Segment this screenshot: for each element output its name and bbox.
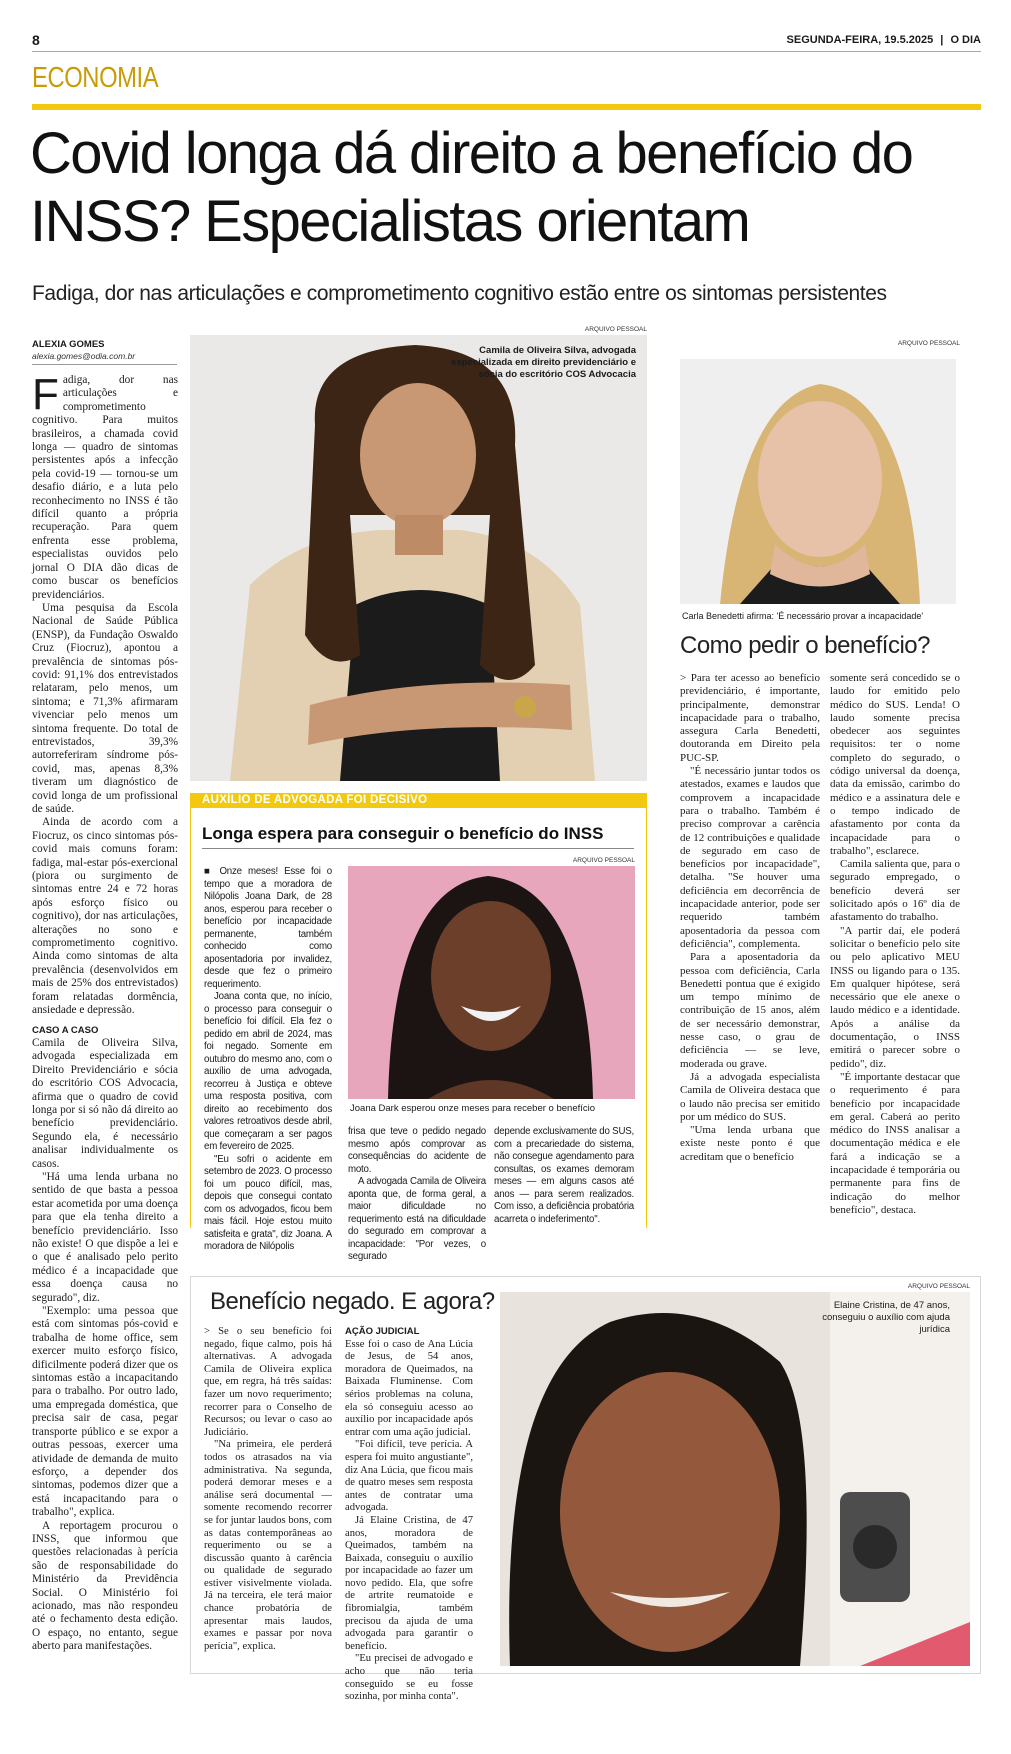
box-column-mid — [348, 1126, 486, 1264]
denied-paragraph: > Se o seu benefício foi negado, fique calmo, pois há alternativas. A advogada Camila de Oliveira explica que, em regra, há três saídas: fazer um novo requerimento; recorrer para o Conselho de Recursos; ou levar o caso ao Judiciário. — [204, 1326, 332, 1438]
box-paragraph: "Eu sofri o acidente em setembro de 2023. O processo foi um pouco difícil, mas, depois que consegui contato com os advogados, ficou bem mais fácil. Hoje estou muito satisfeita e grata", diz Joana. A moradora de Nilópolis — [204, 1153, 332, 1252]
drop-cap: F — [32, 370, 59, 419]
how-to-paragraph: Já a advogada especialista Camila de Oliveira destaca que o laudo não precisa ser emitido por um médico do SUS. — [680, 1070, 820, 1123]
box-column-left — [204, 866, 332, 1254]
article-paragraph: Ainda de acordo com a Fiocruz, os cinco sintomas pós-covid mais comuns foram: fadiga, mal-estar pós-exercional (piora ou surgimento de sintomas entre 24 e 72 horas após esforço físico ou cognitivo), dor nas articulações, alterações no sono e comprometimento cognitivo. Ainda como sintomas de alta prevalência (desenvolvidos em mais de 25% dos entrevistados) foram relatadas dormência, ansiedade e depressão. — [32, 816, 178, 1017]
article-paragraph: "Exemplo: uma pessoa que está com sintomas pós-covid e trabalha de home office, sem exercer muito esforço físico, dificilmente poderá dizer que os sintomas estão a incapacitando para o trabalho. Por outro lado, uma empregada doméstica, que precisa sair de casa, pegar transporte público e se expor a outras pessoas, exercer uma atividade de demanda de muito esforço, a depender dos sintomas, podemos dizer que a está incapacitando para o trabalho", explica. — [32, 1305, 178, 1519]
box-rule — [202, 848, 634, 849]
subheadline: Fadiga, dor nas articulações e comprometimento cognitivo estão entre os sintomas persistentes — [32, 282, 887, 305]
photo-caption-elaine: Elaine Cristina, de 47 anos, conseguiu o auxílio com ajuda jurídica — [822, 1300, 950, 1335]
header-date-masthead — [787, 34, 981, 46]
denied-paragraph: Esse foi o caso de Ana Lúcia de Jesus, de 54 anos, moradora de Queimados, na Baixada Fluminense. Com sérios problemas na coluna, ela só conseguiu acesso ao auxílio por incapacidade após entrar com uma ação judicial. — [345, 1338, 473, 1438]
article-paragraph: Uma pesquisa da Escola Nacional de Saúde Pública (ENSP), da Fundação Oswaldo Cruz (Fiocruz), apontou a prevalência de sintomas pós-covid: 91,1% dos entrevistados relataram, pelo menos, um sintoma; e 71,3% afirmaram vivenciar pelo menos um sintoma frequente. Do total de entrevistados, 39,3% autorreferiram síndrome pós-covid, mas, apenas 8,3% tiveram um diagnóstico de covid longa de um profissional de saúde. — [32, 601, 178, 815]
portrait-photo-carla — [680, 359, 956, 604]
denied-title: Benefício negado. E agora? — [210, 1288, 495, 1315]
case-subheading: CASO A CASO — [32, 1024, 99, 1036]
box-paragraph: ■ Onze meses! Esse foi o tempo que a moradora de Nilópolis Joana Dark, de 28 anos, esperou para receber o benefício por incapacidade permanente, também conhecido como aposentadoria por invalidez, desde que fez o primeiro requerimento. — [204, 866, 332, 990]
judicial-subheading: AÇÃO JUDICIAL — [345, 1326, 420, 1337]
box-paragraph: A advogada Camila de Oliveira aponta que, de forma geral, a maior dificuldade no requerimento está na dificuldade do segurado em comprovar a incapacidade: "Por vezes, o segurado — [348, 1176, 486, 1262]
photo-credit: ARQUIVO PESSOAL — [907, 1283, 970, 1290]
how-to-column-1 — [680, 672, 820, 1164]
denied-column-2 — [345, 1326, 473, 1704]
issue-date: SEGUNDA-FEIRA, 19.5.2025 — [786, 34, 934, 46]
portrait-photo-camila — [190, 335, 647, 781]
box-paragraph: Joana conta que, no início, o processo para conseguir o benefício foi difícil. Ela fez o pedido em abril de 2024, mas foi negado. Somente em outubro do mesmo ano, com o auxílio de uma advogada, recorreu à Justiça e obteve uma resposta positiva, com direito ao recebimento dos valores retroativos desde abril, que começaram a ser pagos em fevereiro de 2025. — [204, 991, 332, 1152]
how-to-paragraph: "É importante destacar que o requerimento é para benefício por incapacidade em geral. Caberá ao perito médico do INSS analisar a documentação médica e ele fará a indicação se a incapacidade é temporária ou permanente para fins de indicação do melhor benefício", destaca. — [830, 1070, 960, 1216]
section-label: ECONOMIA — [32, 62, 159, 94]
article-paragraph: "Há uma lenda urbana no sentido de que basta a pessoa estar acometida por uma doença para que ela tenha direito a benefício previdenciário. Isso não existe! O que dispõe a lei e o que é analisado pelo perito médico é a incapacidade que essa doença causa no segurado", diz. — [32, 1170, 178, 1304]
header-separator: | — [940, 34, 944, 46]
portrait-photo-icon — [500, 1292, 970, 1666]
portrait-photo-icon — [348, 866, 635, 1099]
how-to-paragraph: "A partir daí, ele poderá solicitar o benefício pelo site ou pelo aplicativo MEU INSS ou ligando para o 135. Em qualquer hipótese, será necessário que ele anexe o laudo médico e a identidade. Após a análise da documentação, o INSS emitirá o parecer sobre o pedido", diz. — [830, 924, 960, 1070]
how-to-title: Como pedir o benefício? — [680, 632, 930, 659]
how-to-paragraph: "É necessário juntar todos os atestados, exames e laudos que comprovem a incapacidade para o trabalho. Também é preciso comprovar a carência de 12 contribuições e qualidade de segurado em caso de benefícios por incapacidade", detalha. "Se houver uma deficiência em decorrência de incapacidade anterior, pode ser requerido também aposentadoria da pessoa com deficiência", complementa. — [680, 765, 820, 950]
how-to-column-2 — [830, 672, 960, 1217]
portrait-photo-joana — [348, 866, 635, 1099]
box-column-right — [494, 1126, 634, 1226]
article-paragraph: A reportagem procurou o INSS, que informou que questões relacionadas à perícia são de responsabilidade do Ministério da Previdência Social. O Ministério foi acionado, mas não respondeu até o fechamento desta edição. O espaço, no entanto, segue aberto para manifestações. — [32, 1519, 178, 1653]
portrait-photo-icon — [190, 335, 647, 781]
photo-caption-camila: Camila de Oliveira Silva, advogada especializada em direito previdenciário e sócia do escritório COS Advocacia — [451, 345, 636, 380]
how-to-paragraph: > Para ter acesso ao benefício previdenciário, é importante, principalmente, demonstrar incapacidade para o trabalho, assegura Carla Benedetti, doutoranda em Direito pela PUC-SP. — [680, 672, 820, 764]
box-paragraph: depende exclusivamente do SUS, com a precariedade do sistema, não consegue agendamento para consultas, os exames demoram meses — em alguns casos até anos — para serem realizados. Com isso, a deficiência probatória acarreta o indeferimento". — [494, 1126, 634, 1225]
box-label: AUXÍLIO DE ADVOGADA FOI DECISIVO — [190, 793, 647, 808]
portrait-photo-icon — [680, 359, 956, 604]
byline-rule — [32, 364, 177, 365]
how-to-paragraph: "Uma lenda urbana que existe neste ponto é que acreditam que o benefício — [680, 1124, 820, 1163]
denied-column-1 — [204, 1326, 332, 1653]
portrait-photo-elaine — [500, 1292, 970, 1666]
photo-caption-carla: Carla Benedetti afirma: 'É necessário provar a incapacidade' — [682, 611, 924, 621]
denied-paragraph: Já Elaine Cristina, de 47 anos, moradora de Queimados, também na Baixada, conseguiu o auxílio por incapacidade ao fazer um novo pedido. Ela, que sofre de artrite reumatoide e fibromialgia, também precisou da ajuda de uma advogada para garantir o benefício. — [345, 1514, 473, 1652]
lead-paragraph: Fadiga, dor nas articulações e comprometimento cognitivo. Para muitos brasileiros, a chamada covid longa — quadro de sintomas persistentes após a infecção pela covid-19 — tornou-se um desafio diário, e a luta pelo reconhecimento no INSS é tão difícil quanto a própria recuperação. Para quem enfrenta esse problema, especialistas ouvidos pelo jornal O DIA dão dicas de como buscar os benefícios previdenciários. — [32, 370, 178, 601]
photo-credit: ARQUIVO PESSOAL — [897, 340, 960, 347]
page-number: 8 — [32, 32, 40, 48]
how-to-paragraph: Para a aposentadoria da pessoa com deficiência, Carla Benedetti pontua que é exigido um tempo mínimo de contribuição de 15 anos, além de ser necessário demonstrar, nesse caso, o grau de deficiência — se leve, moderada ou grave. — [680, 951, 820, 1070]
newspaper-name: O DIA — [950, 34, 981, 46]
section-rule — [32, 104, 981, 110]
main-article-column — [32, 370, 178, 1654]
how-to-paragraph: somente será concedido se o laudo for emitido pelo médico do SUS. Lenda! O laudo somente precisa obedecer aos seguintes requisitos: ter o nome completo do segurado, o código universal da doença, data da emissão, carimbo do médico e a assinatura dele e o tempo indicado de afastamento por conta da incapacidade para o trabalho", esclarece. — [830, 672, 960, 857]
denied-paragraph: "Eu precisei de advogado e acho que não teria conseguido se eu fosse sozinha, por minha conta". — [345, 1653, 473, 1703]
how-to-paragraph: Camila salienta que, para o segurado empregado, o benefício deverá ser solicitado após o 16º dia de afastamento do trabalho. — [830, 858, 960, 924]
box-headline: Longa espera para conseguir o benefício do INSS — [202, 824, 604, 843]
denied-paragraph: "Foi difícil, teve perícia. A espera foi muito angustiante", diz Ana Lúcia, que ficou mais de quatro meses sem resposta antes de contratar uma advogada. — [345, 1439, 473, 1514]
photo-credit: ARQUIVO PESSOAL — [572, 857, 635, 864]
page-header — [32, 30, 981, 52]
box-paragraph: frisa que teve o pedido negado mesmo após comprovar as consequências do acidente de moto. — [348, 1126, 486, 1175]
byline-email: alexia.gomes@odia.com.br — [32, 351, 136, 361]
article-paragraph: Camila de Oliveira Silva, advogada especializada em Direito Previdenciário e sócia do escritório COS Advocacia, afirma que o quadro de covid longa por si só não dá direito ao benefício previdenciário. Segundo ela, é necessário analisar individualmente os casos. — [32, 1036, 178, 1170]
photo-caption-joana: Joana Dark esperou onze meses para receber o benefício — [350, 1103, 596, 1114]
denied-paragraph: "Na primeira, ele perderá todos os atrasados na via administrativa. Na segunda, poderá demorar meses e a análise será documental — somente recomendo recorrer se for juntar laudos bons, com as datas contemporâneas ao requerimento ou se a discussão quanto à carência ou qualidade de segurado estiver visivelmente violada. Já na terceira, ele terá maior chance probatória de apresentar mais laudos, exames e passar por nova perícia", explica. — [204, 1439, 332, 1652]
headline: Covid longa dá direito a benefício do INSS? Especialistas orientam — [30, 121, 913, 254]
photo-credit: ARQUIVO PESSOAL — [584, 326, 647, 333]
byline-name: ALEXIA GOMES — [32, 339, 105, 350]
